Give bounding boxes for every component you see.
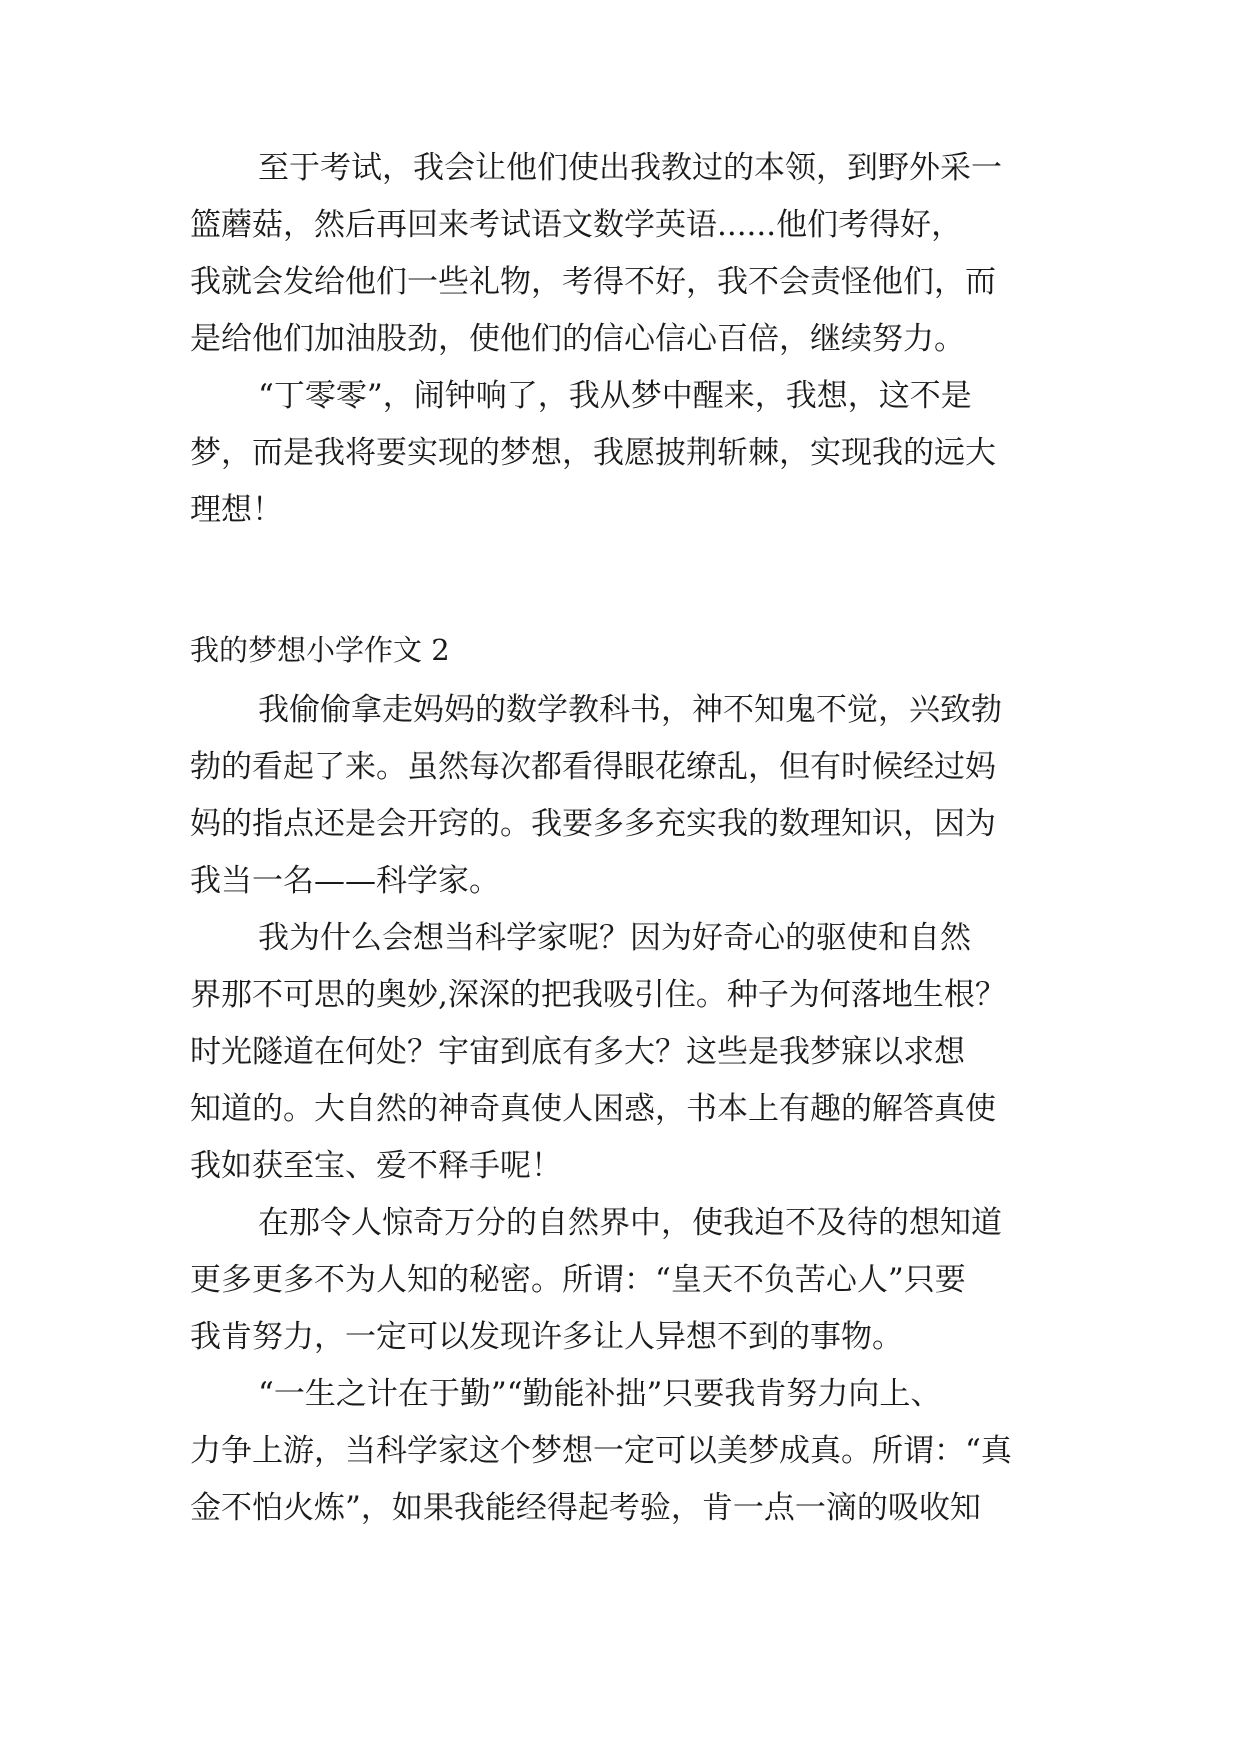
- text-line: 理想！: [190, 492, 283, 528]
- text-line: 我为什么会想当科学家呢？因为好奇心的驱使和自然: [258, 920, 971, 956]
- text-line: 妈的指点还是会开窍的。我要多多充实我的数理知识，因为: [190, 806, 996, 842]
- text-line: “丁零零”，闹钟响了，我从梦中醒来，我想，这不是: [258, 378, 972, 414]
- text-line: 勃的看起了来。虽然每次都看得眼花缭乱，但有时候经过妈: [190, 749, 996, 785]
- text-line: 我当一名——科学家。: [190, 863, 500, 899]
- essay-heading: 我的梦想小学作文 2: [190, 633, 450, 667]
- text-line: 是给他们加油股劲，使他们的信心信心百倍，继续努力。: [190, 321, 965, 357]
- text-line: 我肯努力，一定可以发现许多让人异想不到的事物。: [190, 1319, 903, 1355]
- text-line: “一生之计在于勤”“勤能补拙”只要我肯努力向上、: [258, 1376, 942, 1412]
- text-line: 更多更多不为人知的秘密。所谓：“皇天不负苦心人”只要: [190, 1262, 966, 1298]
- text-line: 至于考试，我会让他们使出我教过的本领，到野外采一: [258, 150, 1002, 186]
- text-line: 力争上游，当科学家这个梦想一定可以美梦成真。所谓：“真: [190, 1433, 1012, 1469]
- text-line: 我偷偷拿走妈妈的数学教科书，神不知鬼不觉，兴致勃: [258, 692, 1002, 728]
- text-line: 梦，而是我将要实现的梦想，我愿披荆斩棘，实现我的远大: [190, 435, 996, 471]
- text-line: 在那令人惊奇万分的自然界中，使我迫不及待的想知道: [258, 1205, 1002, 1241]
- text-line: 我就会发给他们一些礼物，考得不好，我不会责怪他们，而: [190, 264, 996, 300]
- text-line: 我如获至宝、爱不释手呢！: [190, 1148, 562, 1184]
- text-line: 篮蘑菇，然后再回来考试语文数学英语......他们考得好，: [190, 207, 963, 243]
- text-line: 金不怕火炼”，如果我能经得起考验，肯一点一滴的吸收知: [190, 1490, 981, 1526]
- text-line: 知道的。大自然的神奇真使人困惑，书本上有趣的解答真使: [190, 1091, 996, 1127]
- text-line: 界那不可思的奥妙,深深的把我吸引住。种子为何落地生根？: [190, 977, 1006, 1013]
- text-line: 时光隧道在何处？宇宙到底有多大？这些是我梦寐以求想: [190, 1034, 965, 1070]
